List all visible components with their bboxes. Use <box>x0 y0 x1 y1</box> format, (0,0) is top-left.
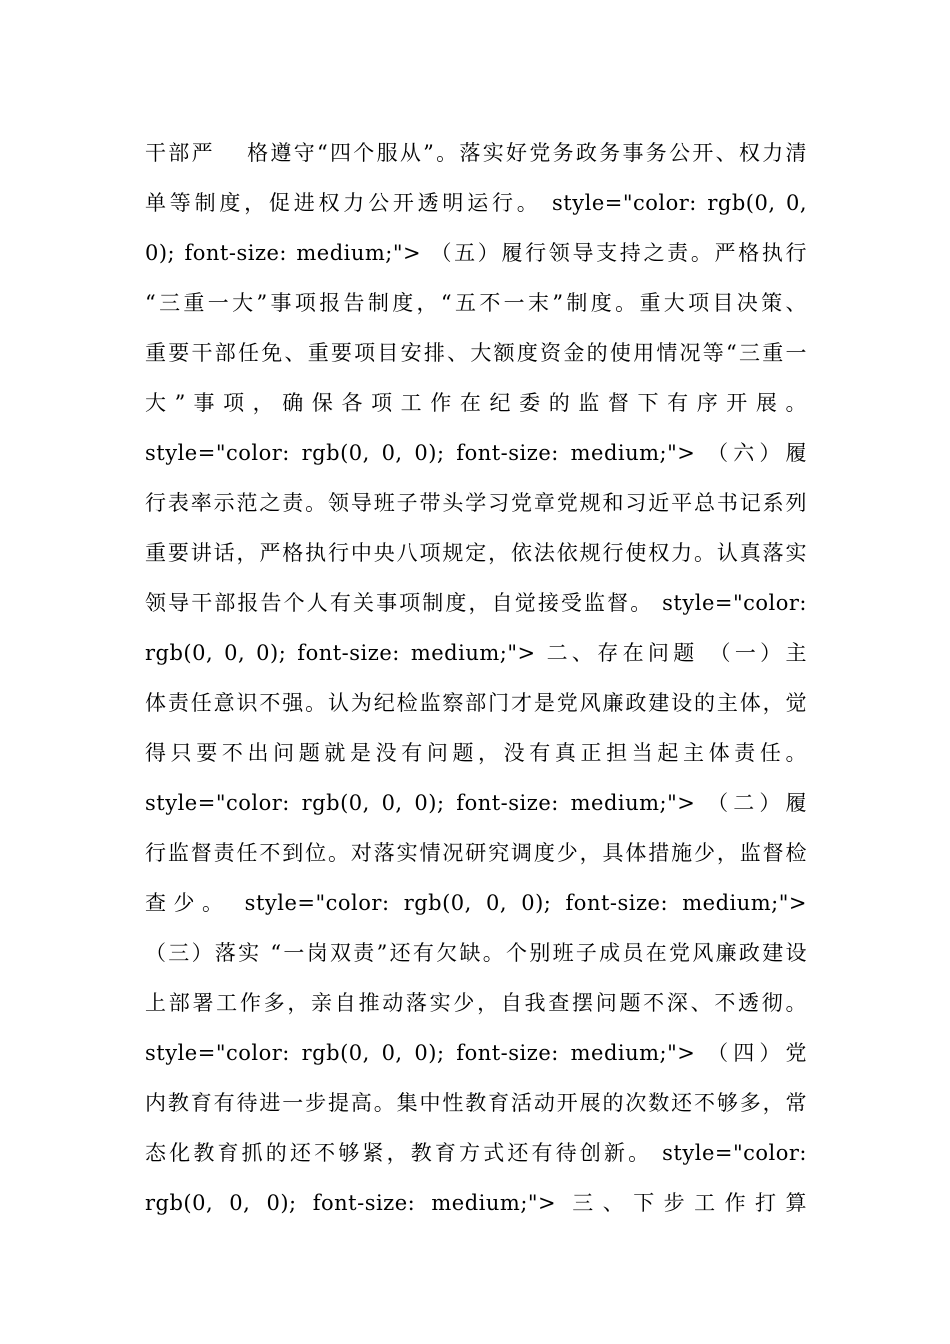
text-line-21: 态化教育抓的还不够紧，教育方式还有待创新。 style="color: <box>145 1141 807 1165</box>
text-line-18: 上部署工作多，亲自推动落实少，自我查摆问题不深、不透彻。 <box>145 991 807 1015</box>
text-line-7: style="color: rgb(0, 0, 0); font-size: medium;"> （六）履 <box>145 441 807 465</box>
text-line-11: rgb(0, 0, 0); font-size: medium;"> 二、存在问题 （一）主 <box>145 641 807 665</box>
text-line-15: 行监督责任不到位。对落实情况研究调度少，具体措施少，监督检 <box>145 841 807 865</box>
text-line-16: 查少。 style="color: rgb(0, 0, 0); font-size: medium;"> <box>145 891 807 915</box>
text-line-3: 0); font-size: medium;"> （五）履行领导支持之责。严格执行 <box>145 241 807 265</box>
text-line-1: 干部严 格遵守“四个服从”。落实好党务政务事务公开、权力清 <box>145 141 807 165</box>
text-line-13: 得只要不出问题就是没有问题，没有真正担当起主体责任。 <box>145 741 807 765</box>
text-line-22: rgb(0, 0, 0); font-size: medium;"> 三、下步工作打算 <box>145 1191 807 1215</box>
text-line-5: 重要干部任免、重要项目安排、大额度资金的使用情况等“三重一 <box>145 341 807 365</box>
text-line-9: 重要讲话，严格执行中央八项规定，依法依规行使权力。认真落实 <box>145 541 807 565</box>
text-line-14: style="color: rgb(0, 0, 0); font-size: medium;"> （二）履 <box>145 791 807 815</box>
text-line-17: （三）落实 “一岗双责”还有欠缺。个别班子成员在党风廉政建设 <box>145 941 807 965</box>
text-line-4: “三重一大”事项报告制度，“五不一末”制度。重大项目决策、 <box>145 291 807 315</box>
text-line-10: 领导干部报告个人有关事项制度，自觉接受监督。 style="color: <box>145 591 807 615</box>
body-text <box>145 128 807 1228</box>
text-line-20: 内教育有待进一步提高。集中性教育活动开展的次数还不够多，常 <box>145 1091 807 1115</box>
text-line-19: style="color: rgb(0, 0, 0); font-size: medium;"> （四）党 <box>145 1041 807 1065</box>
text-line-8: 行表率示范之责。领导班子带头学习党章党规和习近平总书记系列 <box>145 491 807 515</box>
text-line-12: 体责任意识不强。认为纪检监察部门才是党风廉政建设的主体，觉 <box>145 691 807 715</box>
text-line-6: 大 ” 事 项 ， 确 保 各 项 工 作 在 纪 委 的 监 督 下 有 序 开 展 。 <box>145 391 807 415</box>
text-line-2: 单等制度，促进权力公开透明运行。 style="color: rgb(0, 0, <box>145 191 807 215</box>
